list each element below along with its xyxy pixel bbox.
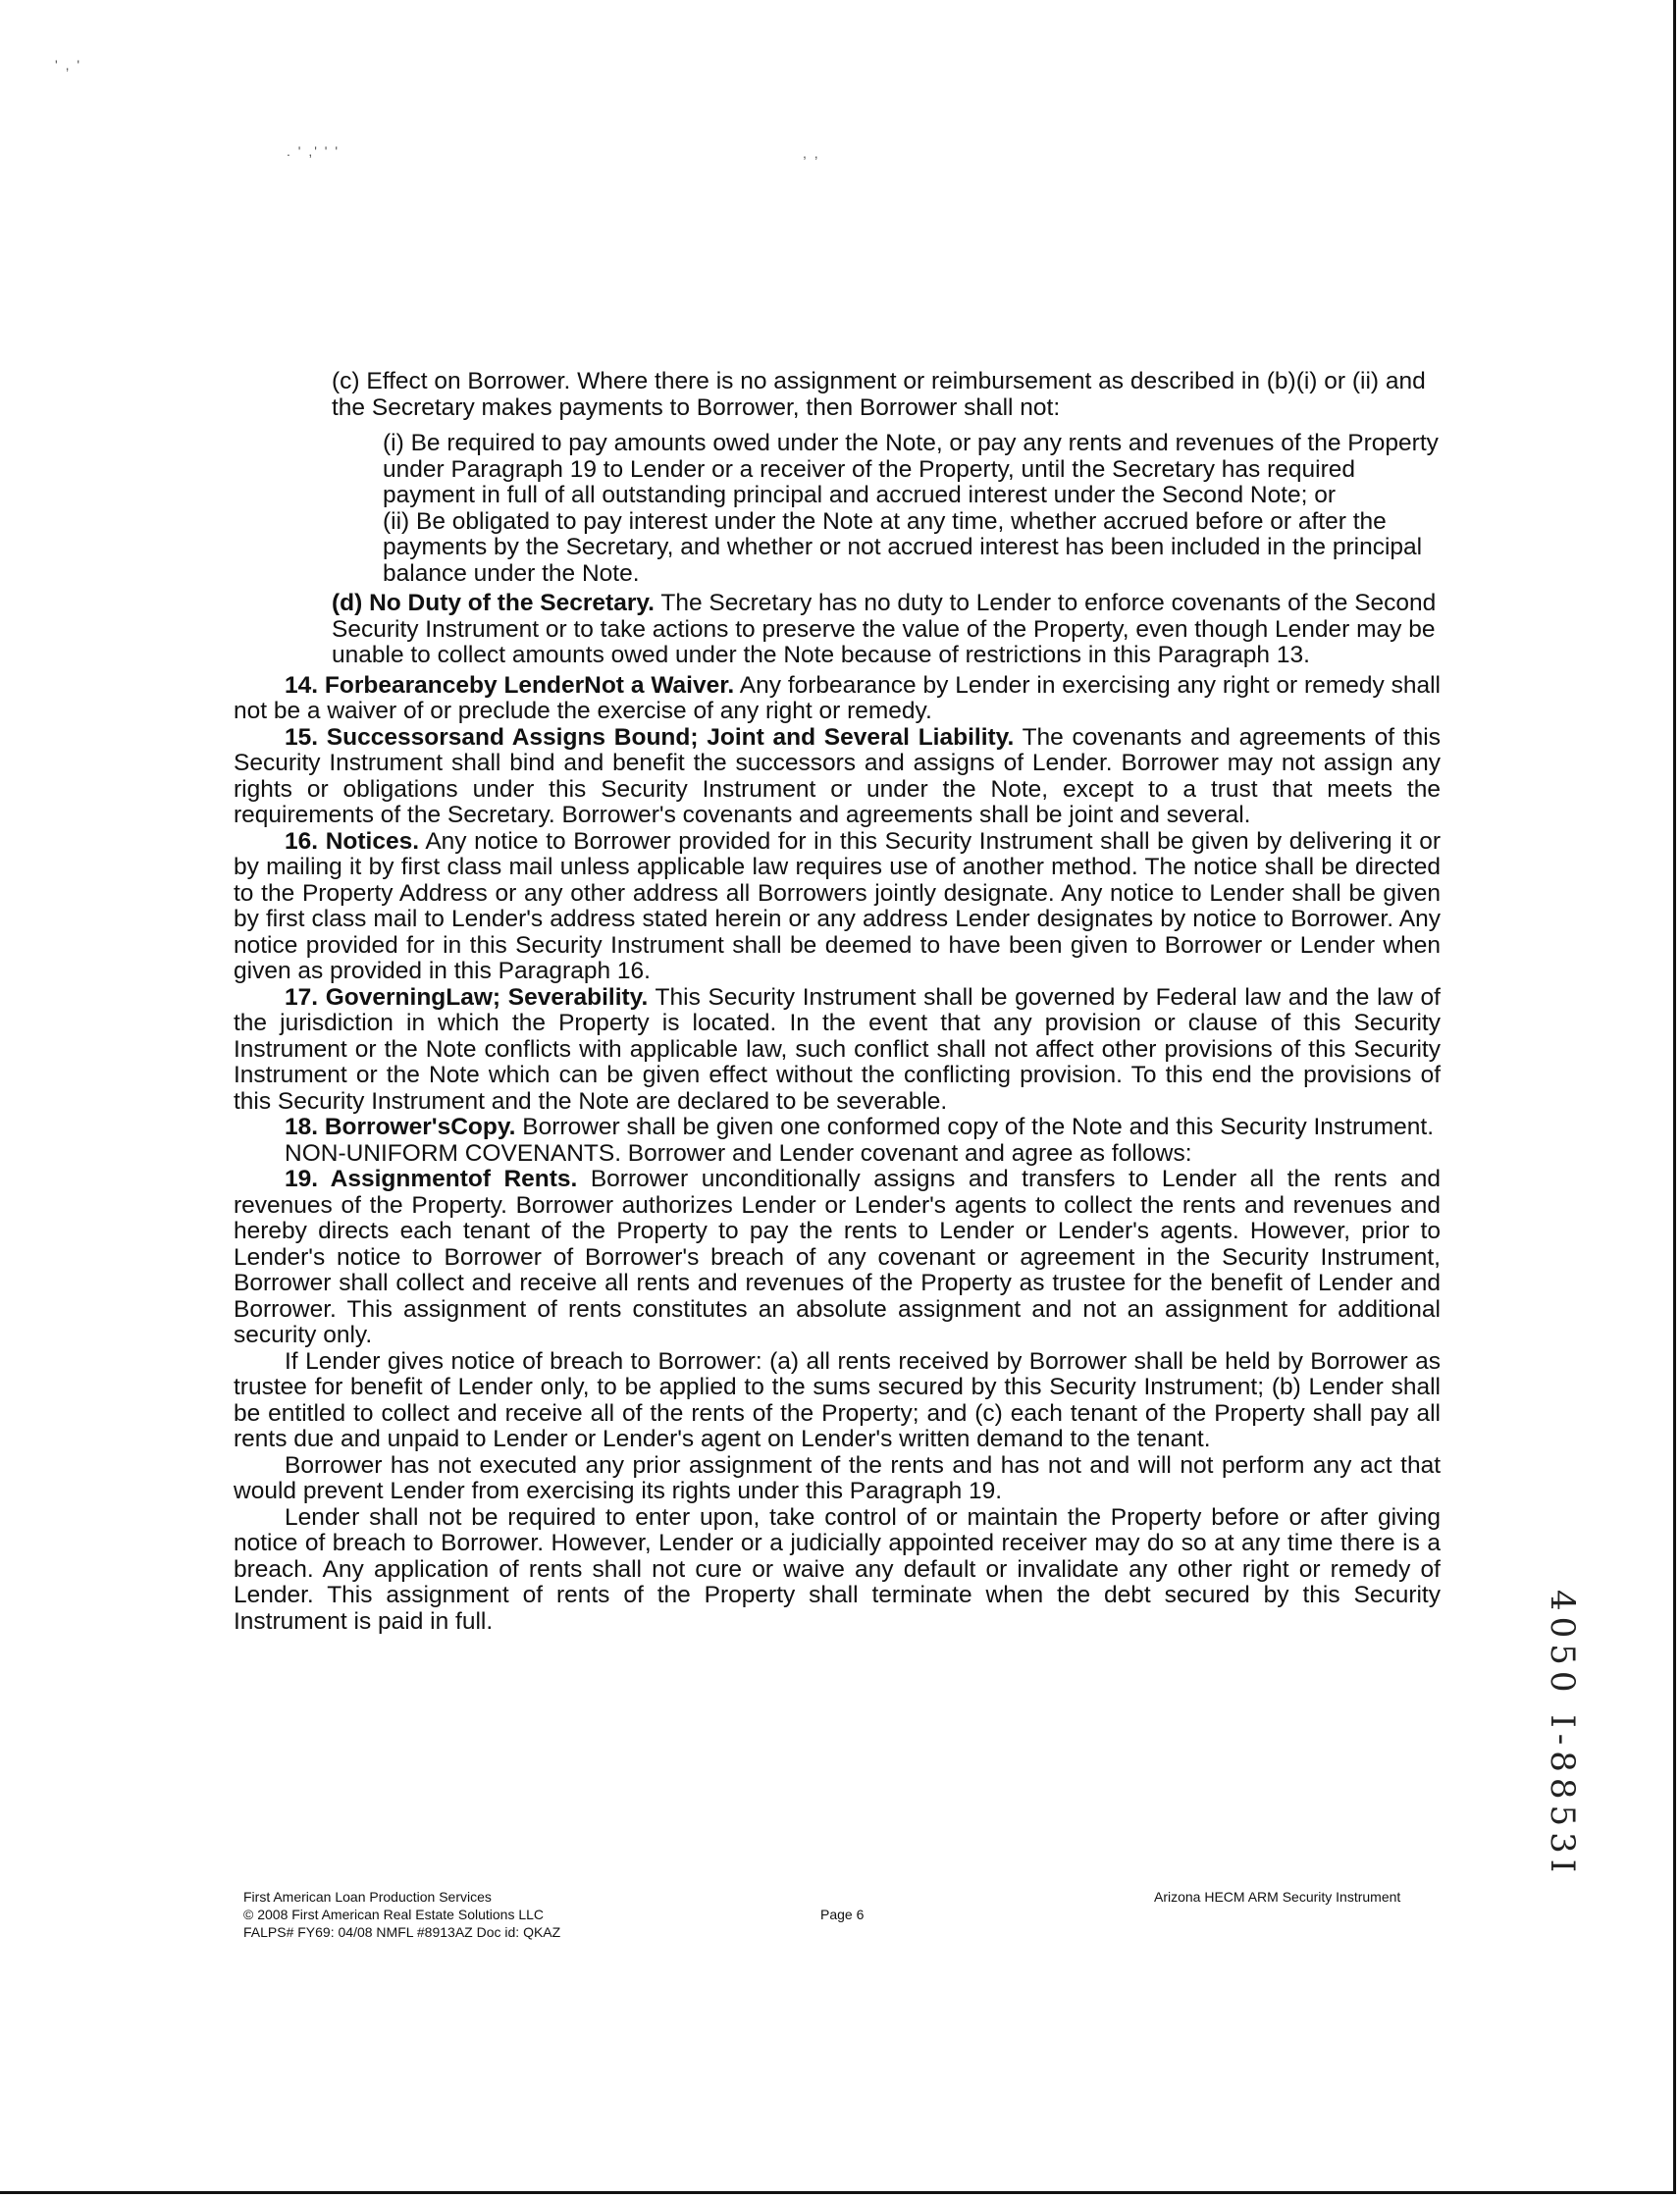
footer-left	[243, 1888, 560, 1941]
paragraph-19-text: Borrower unconditionally assigns and transfers to Lender all the rents and revenues of the Property. Borrower authorizes Lender or Lender's agents to collect the rents and revenues and hereby directs each tenant of the Property to pay the rents to Lender or Lender's agents. However, prior to Lender's notice to Borrower of Borrower's breach of any covenant or agreement in the Security Instrument, Borrower shall collect and receive all rents and revenues of the Property as trustee for the benefit of Lender and Borrower. This assignment of rents constitutes an absolute assignment and not an assignment for additional security only.	[234, 1166, 1442, 1348]
paragraph-19-heading: 19. Assignmentof Rents.	[285, 1166, 578, 1192]
section-c-text: Where there is no assignment or reimbursement as described in (b)(i) or (ii) and the Secretary makes payments to Borrower, then Borrower shall not:	[332, 368, 1426, 421]
page-number: Page 6	[820, 1907, 865, 1922]
paragraph-19	[234, 1167, 1441, 1349]
paragraph-15	[234, 725, 1441, 829]
footer-copyright: © 2008 First American Real Estate Solutions LLC	[243, 1907, 545, 1922]
paragraph-18	[234, 1115, 1441, 1141]
document-body	[234, 369, 1441, 1635]
scan-speck: ' , '	[55, 57, 82, 73]
section-c-heading: (c) Effect on Borrower.	[332, 368, 571, 394]
paragraph-19-part-3: Borrower has not executed any prior assignment of the rents and has not and will not perform any act that would prevent Lender from exercising its rights under this Paragraph 19.	[234, 1451, 1441, 1504]
paragraph-18-heading: 18. Borrower'sCopy.	[285, 1114, 516, 1140]
paragraph-17-heading: 17. GoverningLaw; Severability.	[285, 983, 649, 1011]
section-d	[332, 591, 1441, 669]
scan-speck: , ,	[803, 145, 820, 161]
footer-company: First American Loan Production Services	[243, 1889, 492, 1905]
paragraph-16-text: Any notice to Borrower provided for in this Security Instrument shall be given by delivering it or by mailing it by first class mail unless applicable law requires use of another method. The notice shall be directed to the Property Address or any other address all Borrowers jointly designate. Any notice to Lender shall be given by first class mail to Lender's address stated herein or any address Lender designates by notice to Borrower. Any notice provided for in this Security Instrument shall be deemed to have been given to Borrower or Lender when given as provided in this Paragraph 16.	[234, 827, 1441, 984]
recording-stamp: 4050 I-8853I	[1543, 1590, 1582, 1879]
section-d-text: The Secretary has no duty to Lender to enforce covenants of the Second Security Instrument or to take actions to preserve the value of the Property, even though Lender may be unable to collect amounts owed under the Note because of restrictions in this Paragraph 13.	[332, 590, 1437, 668]
paragraph-15-heading: 15. Successorsand Assigns Bound; Joint and Several Liability.	[285, 723, 1015, 751]
paragraph-17-text: This Security Instrument shall be governed by Federal law and the law of the jurisdiction in which the Property is located. In the event that any provision or clause of this Security Instrument or the Note conflicts with applicable law, such conflict shall not affect other provisions of this Security Instrument or the Note which can be given effect without the conflicting provision. To this end the provisions of this Security Instrument and the Note are declared to be severable.	[234, 983, 1441, 1115]
paragraph-15-text: The covenants and agreements of this Security Instrument shall bind and benefit the successors and assigns of Lender. Borrower may not assign any rights or obligations under this Security Instrument or under the Note, except to a trust that meets the requirements of the Secretary. Borrower's covenants and agreements shall be joint and several.	[234, 723, 1441, 828]
section-d-heading: (d) No Duty of the Secretary.	[332, 590, 655, 616]
paragraph-14-heading: 14. Forbearanceby LenderNot a Waiver.	[285, 671, 735, 699]
paragraph-14	[234, 673, 1441, 725]
paragraph-16	[234, 829, 1441, 985]
non-uniform-covenants: NON-UNIFORM COVENANTS. Borrower and Lender covenant and agree as follows:	[285, 1139, 1192, 1167]
section-c-item-i: (i) Be required to pay amounts owed under the Note, or pay any rents and revenues of the Property under Paragraph 19 to Lender or a receiver of the Property, until the Secretary has required payment in full of all outstanding principal and accrued interest under the Second Note; or	[383, 430, 1439, 508]
footer-form-id: FALPS# FY69: 04/08 NMFL #8913AZ Doc id: QKAZ	[243, 1924, 561, 1940]
section-c-item-ii: (ii) Be obligated to pay interest under the Note at any time, whether accrued before or after the payments by the Secretary, and whether or not accrued interest has been included in the principal balance under the Note.	[383, 507, 1423, 587]
paragraph-16-heading: 16. Notices.	[285, 827, 420, 855]
paragraph-19-part-2: If Lender gives notice of breach to Borrower: (a) all rents received by Borrower shall be held by Borrower as trustee for benefit of Lender only, to be applied to the sums secured by this Security Instrument; (b) Lender shall be entitled to collect and receive all of the rents of the Property; and (c) each tenant of the Property shall pay all rents due and unpaid to Lender or Lender's agent on Lender's written demand to the tenant.	[234, 1347, 1441, 1452]
footer-doc-title: Arizona HECM ARM Security Instrument	[1154, 1889, 1401, 1905]
scan-speck: . ' ,' ' '	[287, 143, 341, 159]
paragraph-17	[234, 985, 1441, 1116]
paragraph-18-text: Borrower shall be given one conformed copy of the Note and this Security Instrument.	[522, 1114, 1435, 1140]
section-c	[332, 369, 1441, 421]
paragraph-19-part-4: Lender shall not be required to enter upon, take control of or maintain the Property before or after giving notice of breach to Borrower. However, Lender or a judicially appointed receiver may do so at any time there is a breach. Any application of rents shall not cure or waive any default or invalidate any other right or remedy of Lender. This assignment of rents of the Property shall terminate when the debt secured by this Security Instrument is paid in full.	[234, 1503, 1441, 1635]
paragraph-14-text: Any forbearance by Lender in exercising any right or remedy shall not be a waiver of or preclude the exercise of any right or remedy.	[234, 671, 1441, 724]
